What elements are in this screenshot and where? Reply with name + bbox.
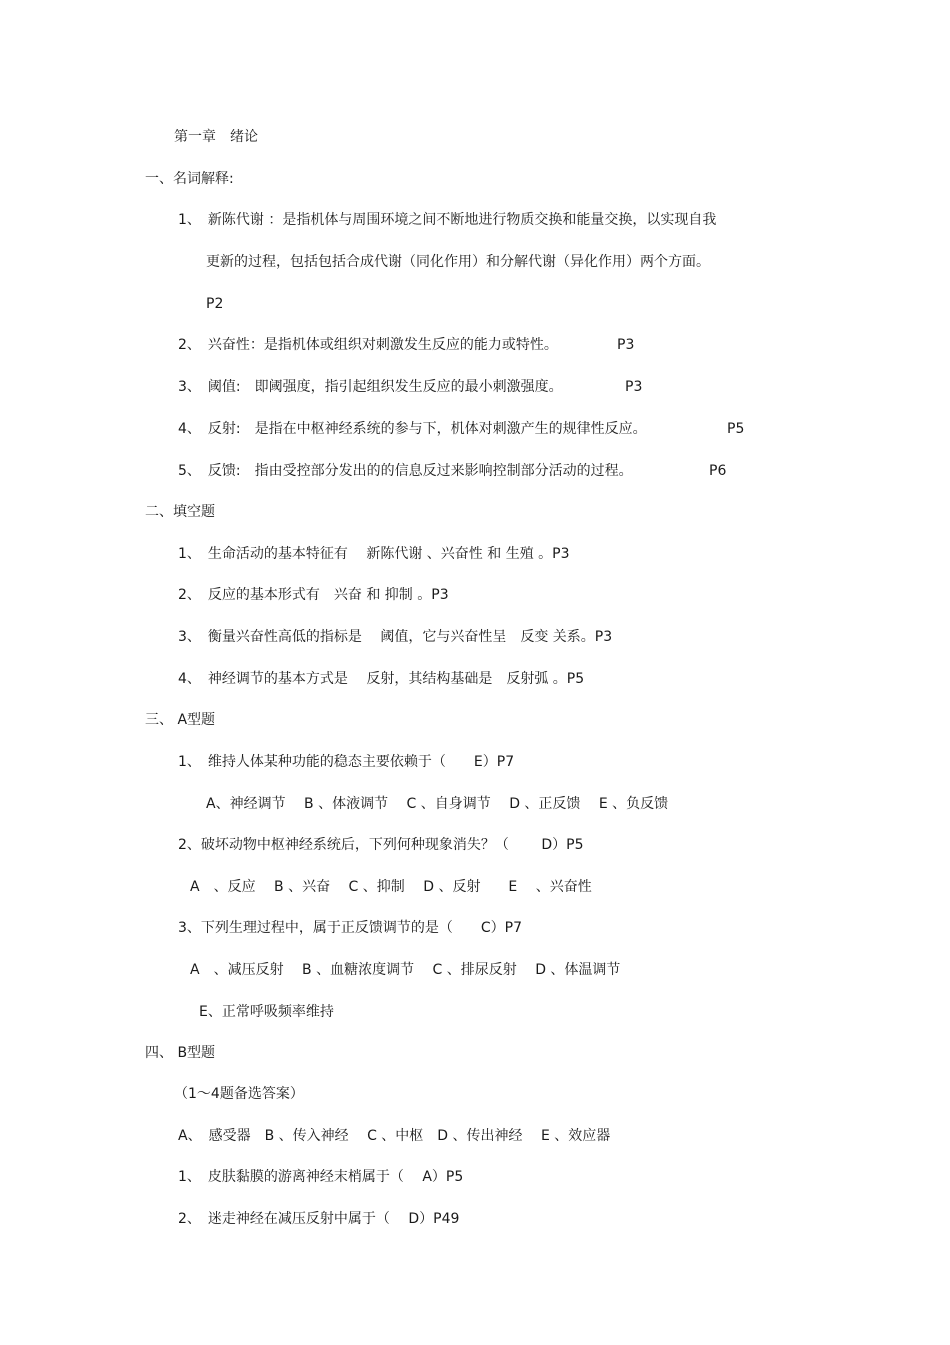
term-item-page: P6 [709, 463, 727, 479]
a-question-1: 1、 维持人体某种功能的稳态主要依赖于（ E）P7 [178, 754, 515, 770]
term-item-text: 3、 阈值: 即阈强度，指引起组织发生反应的最小刺激强度。 [178, 379, 563, 395]
fill-item-3: 3、 衡量兴奋性高低的指标是 阈值，它与兴奋性呈 反变 关系。P3 [178, 629, 613, 645]
a-question-3: 3、下列生理过程中，属于正反馈调节的是（ C）P7 [178, 920, 523, 936]
term-item-text: 5、 反馈: 指由受控部分发出的的信息反过来影响控制部分活动的过程。 [178, 463, 633, 479]
a-question-2-options: A 、反应 B 、兴奋 C 、抑制 D 、反射 E 、兴奋性 [190, 879, 592, 895]
term-item-page: P3 [617, 337, 635, 353]
fill-item-2: 2、 反应的基本形式有 兴奋 和 抑制 。P3 [178, 587, 449, 603]
term-item-page: P5 [727, 421, 745, 437]
a-question-3-options: A 、减压反射 B 、血糖浓度调节 C 、排尿反射 D 、体温调节 [190, 962, 621, 978]
term-item-text: 2、 兴奋性：是指机体或组织对刺激发生反应的能力或特性。 [178, 337, 558, 353]
section-heading-b-type: 四、 B型题 [145, 1045, 216, 1061]
b-question-2: 2、 迷走神经在减压反射中属于（ D）P49 [178, 1211, 460, 1227]
a-question-3-options-extra: E、正常呼吸频率维持 [199, 1004, 334, 1020]
section-heading-a-type: 三、 A型题 [145, 712, 216, 728]
section-heading-fill: 二、填空题 [145, 504, 215, 520]
chapter-title: 第一章 绪论 [174, 129, 258, 145]
term-item-line: 更新的过程，包括包括合成代谢（同化作用）和分解代谢（异化作用）两个方面。 [206, 254, 710, 270]
fill-item-4: 4、 神经调节的基本方式是 反射，其结构基础是 反射弧 。P5 [178, 671, 585, 687]
term-item-text: 4、 反射: 是指在中枢神经系统的参与下，机体对刺激产生的规律性反应。 [178, 421, 647, 437]
a-question-2: 2、破坏动物中枢神经系统后，下列何种现象消失？（ D）P5 [178, 837, 584, 853]
fill-item-1: 1、 生命活动的基本特征有 新陈代谢 、兴奋性 和 生殖 。P3 [178, 546, 570, 562]
b-type-options: A、 感受器 B 、传入神经 C 、中枢 D 、传出神经 E 、效应器 [178, 1128, 611, 1144]
term-item-line: 1、 新陈代谢 ：是指机体与周围环境之间不断地进行物质交换和能量交换，以实现自我 [178, 212, 717, 228]
a-question-1-options: A、神经调节 B 、体液调节 C 、自身调节 D 、正反馈 E 、负反馈 [206, 796, 669, 812]
section-heading-terms: 一、名词解释: [145, 171, 234, 187]
term-item-page: P2 [206, 296, 224, 312]
term-item-page: P3 [625, 379, 643, 395]
b-question-1: 1、 皮肤黏膜的游离神经末梢属于（ A）P5 [178, 1169, 464, 1185]
b-type-note: （1～4题备选答案） [174, 1086, 304, 1102]
